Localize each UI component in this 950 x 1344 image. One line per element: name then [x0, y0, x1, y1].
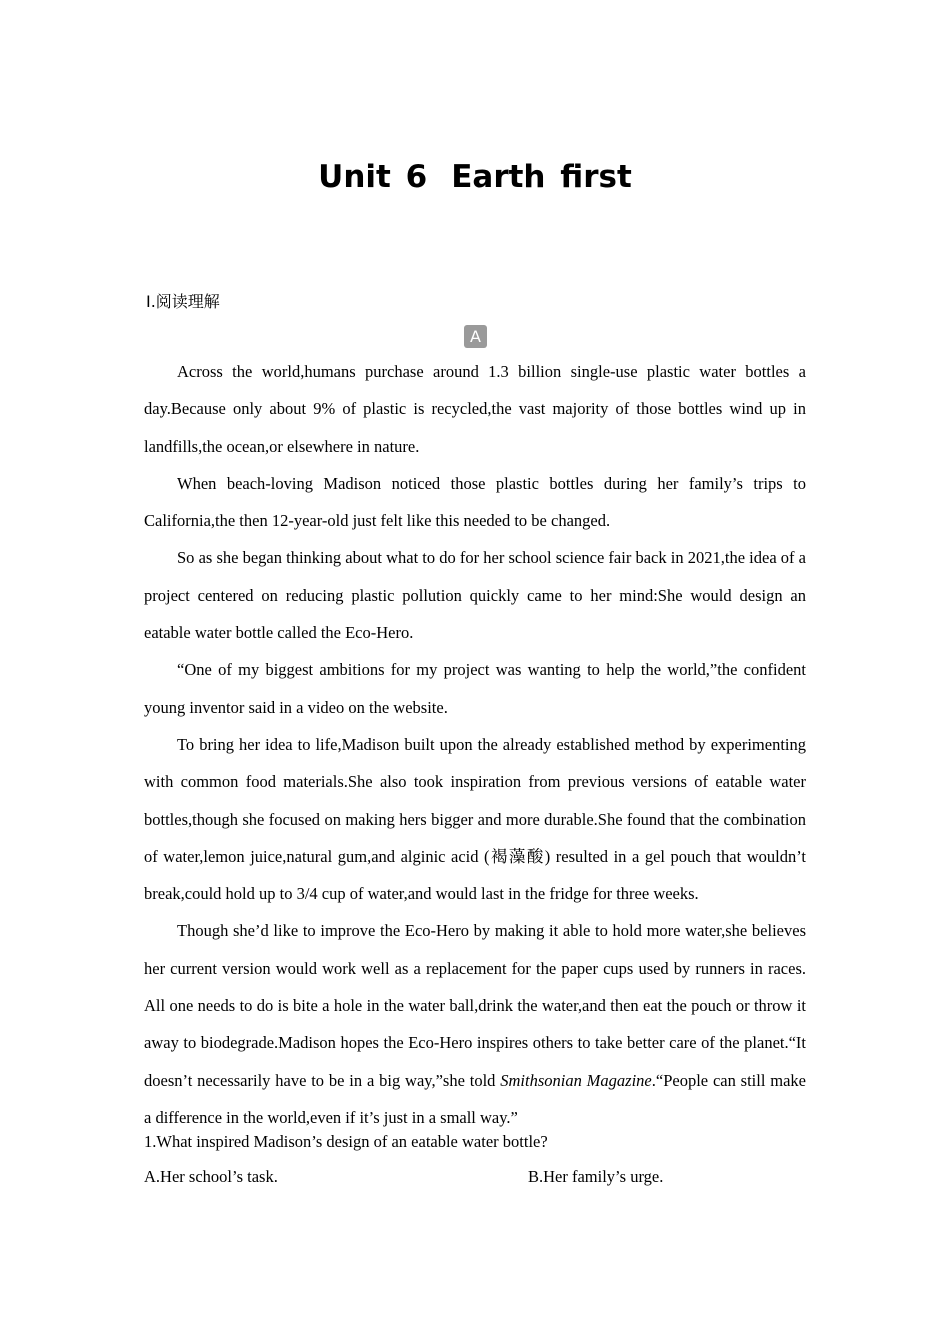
paragraph-6-text: Though she’d like to improve the Eco-Hero by making it able to hold more water,she believes her current version would work well as a replacement for the paper cups used by runners in races. All one needs to do is bite a hole in the water ball,drink the water,and then eat the pouch or throw it away to biodegrade.Madison hopes the Eco-Hero inspires others to take better care of the planet.“It doesn’t necessarily have to be in a big way,”she told	[144, 921, 806, 1090]
passage-paragraph-2: When beach-loving Madison noticed those plastic bottles during her family’s trips to California,the then 12-year-old just felt like this needed to be changed.	[144, 473, 806, 531]
magazine-title: Smithsonian Magazine	[500, 1070, 652, 1090]
question-1: 1.What inspired Madison’s design of an eatable water bottle?	[144, 1132, 548, 1151]
passage-paragraph-1: Across the world,humans purchase around 1.3 billion single-use plastic water bottles a day.Because only about 9% of plastic is recycled,the vast majority of those bottles wind up in landfills,the ocean,or elsewhere in nature.	[144, 362, 806, 456]
passage-paragraph-6	[144, 912, 806, 1136]
title-topic: Earth first	[451, 159, 632, 195]
section-heading: Ⅰ.阅读理解	[146, 292, 220, 311]
passage-paragraph-3: So as she began thinking about what to do for her school science fair back in 2021,the idea of a project centered on reducing plastic pollution quickly came to her mind:She would design an eatable water bottle called the Eco-Hero.	[144, 548, 806, 643]
passage-label-badge: A	[464, 325, 487, 348]
document-page	[144, 0, 806, 1344]
page-title	[144, 156, 806, 198]
option-a: A.Her school’s task.	[144, 1167, 278, 1186]
passage-paragraph-4: “One of my biggest ambitions for my project was wanting to help the world,”the confident young inventor said in a video on the website.	[144, 660, 806, 717]
passage-paragraph-5: To bring her idea to life,Madison built upon the already established method by experimenting with common food materials.She also took inspiration from previous versions of eatable water bottles,though she focused on making hers bigger and more durable.She found that the combination of water,lemon juice,natural gum,and alginic acid (褐藻酸) resulted in a gel pouch that wouldn’t break,could hold up to 3/4 cup of water,and would last in the fridge for three weeks.	[144, 734, 806, 904]
option-b: B.Her family’s urge.	[528, 1167, 664, 1186]
paragraph-6-closing: .“People can still make a difference in the world,even if it’s just in a small way.”	[144, 1070, 806, 1127]
title-unit: Unit 6	[318, 159, 428, 195]
reading-passage	[144, 353, 806, 1136]
